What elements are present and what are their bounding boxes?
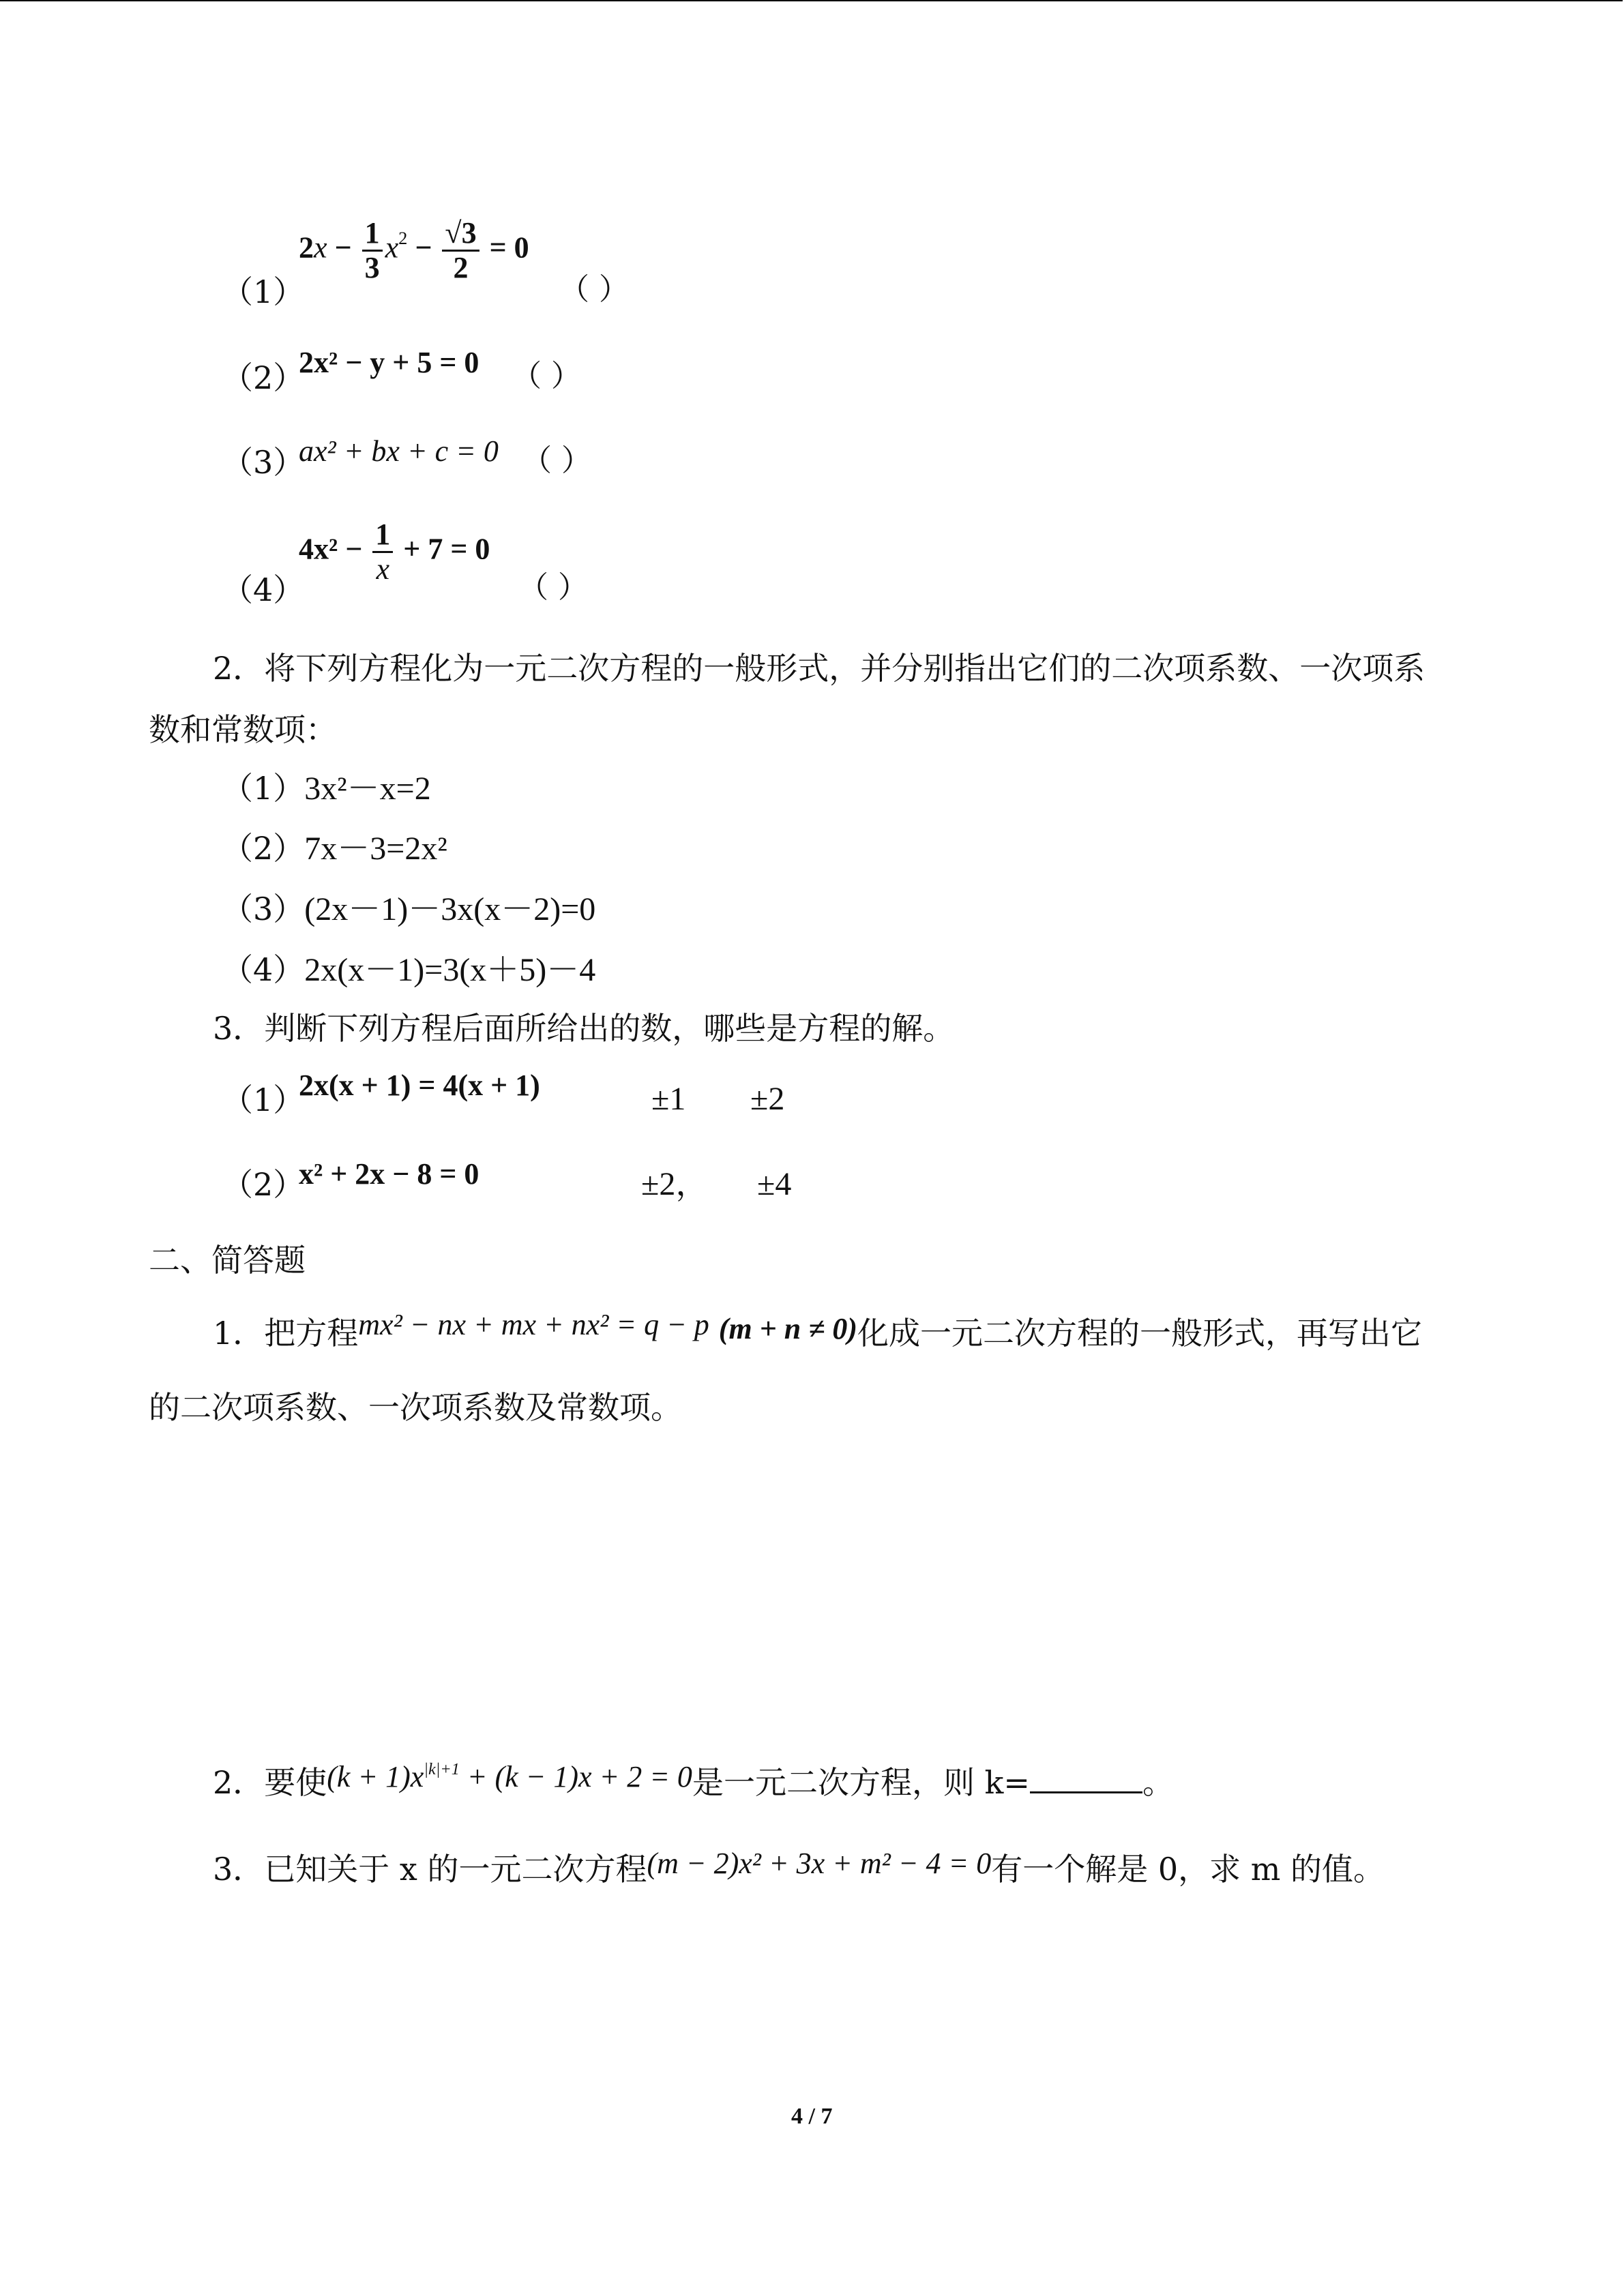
q2-item4 <box>222 949 595 991</box>
q1-item2-answer-paren: （ ） <box>512 359 581 393</box>
s2-q3-line <box>213 1849 1385 1891</box>
q1-item4-label: （4） <box>222 571 305 608</box>
q2-intro-line1: 2．将下列方程化为一元二次方程的一般形式，并分别指出它们的二次项系数、一次项系 <box>213 650 1426 687</box>
page-border <box>0 0 1623 1</box>
q1-item2-equation: 2x² − y + 5 = 0 <box>299 346 479 379</box>
q1-item4-answer-paren: （ ） <box>518 570 588 605</box>
q1-item4-equation: 4x² − $\frac{1}{x}$ + 7 = 0 <box>299 518 490 586</box>
s2-q2-equation: $(k + 1)x^{|k|+1} + (k - 1)x + 2 = 0$ <box>327 1759 692 1793</box>
s2-q1-equation: mx² − nx + mx + nx² = q − p <box>358 1308 709 1341</box>
s2-q1-line1 <box>213 1308 1423 1355</box>
q3-item1-value2: ±2 <box>750 1081 785 1117</box>
q2-item4-label: （4） <box>222 951 305 988</box>
q2-item2 <box>222 828 447 869</box>
q2-item3-label: （3） <box>222 891 305 927</box>
q1-item1-label: （1） <box>222 273 305 310</box>
q1-item3-equation: ax² + bx + c = 0 <box>299 434 499 468</box>
s2-q1-suffix: 化成一元二次方程的一般形式，再写出它 <box>857 1315 1423 1352</box>
s2-q3-suffix: 有一个解是 0，求 m 的值。 <box>991 1851 1385 1888</box>
s2-q2-line <box>213 1761 1174 1804</box>
q3-intro: 3．判断下列方程后面所给出的数，哪些是方程的解。 <box>213 1010 955 1047</box>
q2-item4-equation: 2x(x－1)=3(x＋5)－4 <box>304 952 596 988</box>
q3-item2-label: （2） <box>222 1166 305 1203</box>
q2-item1 <box>222 768 431 809</box>
q2-intro-line2: 数和常数项： <box>149 711 337 748</box>
q2-item2-label: （2） <box>222 830 305 867</box>
s2-q1-line2: 的二次项系数、一次项系数及常数项。 <box>149 1389 682 1426</box>
q2-item1-label: （1） <box>222 770 305 807</box>
s2-q2-suffix: 是一元二次方程，则 k= <box>692 1764 1030 1801</box>
page-number: 4 / 7 <box>791 2104 833 2129</box>
q2-item3-equation: (2x－1)－3x(x－2)=0 <box>304 891 596 927</box>
q1-item3-label: （3） <box>222 444 305 481</box>
s2-q2-answer-blank[interactable] <box>1030 1761 1142 1793</box>
s2-q1-condition: (m + n ≠ 0) <box>718 1312 858 1345</box>
q3-item2-value1: ±2， <box>641 1166 709 1202</box>
s2-q1-prefix: 1．把方程 <box>213 1315 359 1352</box>
q1-item1-equation: 2x − $\frac{1}{3}$ $x^2$ − $\frac{√3}{2}$ = 0 <box>299 216 529 284</box>
q2-item2-equation: 7x－3=2x² <box>304 831 447 867</box>
q3-item1-label: （1） <box>222 1082 305 1118</box>
q3-item1-value1: ±1 <box>651 1081 686 1117</box>
s2-q3-prefix: 3．已知关于 x 的一元二次方程 <box>213 1851 647 1888</box>
section2-heading: 二、简答题 <box>149 1242 306 1279</box>
q1-item2-label: （2） <box>222 359 305 396</box>
q1-item1-answer-paren: （ ） <box>559 272 629 307</box>
s2-q2-end: 。 <box>1142 1764 1174 1801</box>
q3-item1-equation: 2x(x + 1) = 4(x + 1) <box>299 1069 540 1102</box>
q2-item3 <box>222 889 595 930</box>
s2-q3-equation: (m − 2)x² + 3x + m² − 4 = 0 <box>647 1847 992 1880</box>
q3-item2-equation: x² + 2x − 8 = 0 <box>299 1157 479 1191</box>
q2-item1-equation: 3x²－x=2 <box>304 771 431 807</box>
s2-q2-prefix: 2．要使 <box>213 1764 327 1801</box>
q3-item2-value2: ±4 <box>757 1166 792 1202</box>
q1-item3-answer-paren: （ ） <box>522 443 591 478</box>
